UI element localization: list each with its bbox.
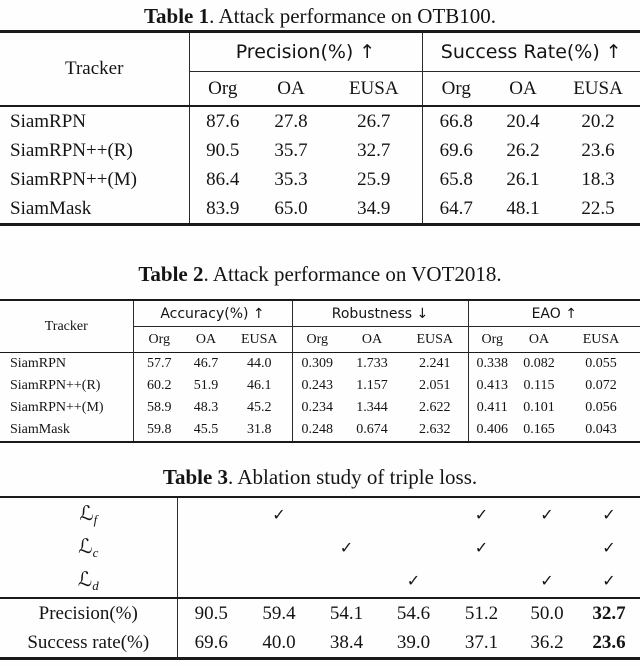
value-cell: 36.2 xyxy=(530,631,564,653)
value-cell: 0.082 xyxy=(516,353,562,376)
tracker-cell: SiamMask xyxy=(10,197,92,219)
check-cell xyxy=(380,531,447,564)
value-cell: 90.5 xyxy=(189,136,256,165)
loss-label xyxy=(0,497,177,531)
table2-subheader: OA xyxy=(528,331,550,347)
value-cell: 39.0 xyxy=(396,631,431,653)
check-cell xyxy=(516,531,578,564)
loss-label xyxy=(0,564,177,598)
table2-subheader: Org xyxy=(292,327,342,353)
value-cell: 90.5 xyxy=(177,598,245,628)
value-cell: 46.1 xyxy=(247,378,272,393)
table2-subheader: EUSA xyxy=(240,331,278,347)
check-icon: ✓ xyxy=(602,538,616,557)
table1-row xyxy=(0,136,640,165)
table1 xyxy=(0,30,640,226)
check-icon: ✓ xyxy=(540,571,554,590)
value-cell: 26.1 xyxy=(506,168,540,190)
value-cell: 0.165 xyxy=(523,422,555,437)
value-cell: 0.338 xyxy=(468,353,516,376)
value-cell: 50.0 xyxy=(516,598,578,628)
table1-row xyxy=(0,106,640,136)
value-cell: 87.6 xyxy=(189,106,256,136)
tracker-cell: SiamRPN++(M) xyxy=(10,400,104,415)
value-cell: 69.6 xyxy=(422,136,490,165)
table2-group-accuracy: Accuracy(%) ↑ xyxy=(133,300,292,327)
value-cell: 46.7 xyxy=(185,353,227,376)
table1-subheader: Org xyxy=(422,72,490,107)
value-cell: 54.6 xyxy=(380,598,447,628)
table1-header-tracker: Tracker xyxy=(65,58,124,79)
check-cell xyxy=(245,531,313,564)
value-cell: 20.2 xyxy=(556,106,640,136)
value-cell: 26.2 xyxy=(506,139,540,161)
value-cell: 57.7 xyxy=(133,353,185,376)
table2-group-robustness: Robustness ↓ xyxy=(292,300,468,327)
value-cell: 2.051 xyxy=(419,378,451,393)
table3-caption-number: Table 3 xyxy=(162,465,229,489)
table2-group-eao: EAO ↑ xyxy=(468,300,640,327)
value-cell: 1.157 xyxy=(356,378,388,393)
value-cell: 48.3 xyxy=(193,400,219,415)
check-icon: ✓ xyxy=(474,538,489,557)
value-cell: 51.9 xyxy=(193,378,219,393)
value-cell: 0.413 xyxy=(468,375,516,397)
value-cell: 23.6 xyxy=(592,631,626,653)
value-cell: 20.4 xyxy=(490,106,556,136)
metric-label: Success rate(%) xyxy=(27,631,150,653)
value-cell: 23.6 xyxy=(581,139,615,161)
table3-loss-row xyxy=(0,564,640,598)
value-cell: 48.1 xyxy=(506,197,540,219)
value-cell: 59.4 xyxy=(245,598,313,628)
check-cell xyxy=(313,564,380,598)
check-icon: ✓ xyxy=(339,538,354,557)
table3-loss-row xyxy=(0,531,640,564)
value-cell: 2.632 xyxy=(419,422,451,437)
table3-metric-row xyxy=(0,628,640,659)
table1-group-precision: Precision(%) ↑ xyxy=(189,32,422,72)
table2-subheader: EUSA xyxy=(582,331,620,347)
value-cell: 18.3 xyxy=(581,168,615,190)
script-L-symbol: ℒ xyxy=(78,534,93,558)
value-cell: 0.243 xyxy=(292,375,342,397)
tracker-cell: SiamRPN xyxy=(0,353,133,376)
value-cell: 32.7 xyxy=(578,598,640,628)
value-cell: 1.733 xyxy=(342,353,402,376)
table2 xyxy=(0,299,640,443)
script-L-symbol: ℒ xyxy=(79,501,94,525)
check-icon: ✓ xyxy=(272,505,286,524)
table2-row xyxy=(0,353,640,376)
check-cell xyxy=(177,497,245,531)
value-cell: 26.7 xyxy=(326,106,422,136)
value-cell: 65.8 xyxy=(422,165,490,194)
loss-subscript: d xyxy=(92,578,99,593)
value-cell: 0.072 xyxy=(585,378,617,393)
value-cell: 66.8 xyxy=(422,106,490,136)
value-cell: 54.1 xyxy=(313,598,380,628)
check-cell xyxy=(380,497,447,531)
value-cell: 44.0 xyxy=(227,353,292,376)
table1-caption xyxy=(0,2,640,30)
value-cell: 0.406 xyxy=(468,419,516,442)
check-cell xyxy=(447,564,516,598)
value-cell: 59.8 xyxy=(133,419,185,442)
table2-subheader: Org xyxy=(133,327,185,353)
table1-caption-number: Table 1 xyxy=(143,4,210,28)
value-cell: 25.9 xyxy=(357,168,391,190)
value-cell: 65.0 xyxy=(274,197,308,219)
value-cell: 2.622 xyxy=(419,400,451,415)
table1-caption-text: . Attack performance on OTB100. xyxy=(209,4,497,28)
table1-subheader: Org xyxy=(189,72,256,107)
script-L-symbol: ℒ xyxy=(77,567,93,591)
metric-label: Precision(%) xyxy=(0,598,177,628)
table2-caption-text: . Attack performance on VOT2018. xyxy=(203,262,502,286)
value-cell: 0.309 xyxy=(292,353,342,376)
table1-subheader: OA xyxy=(277,77,305,99)
check-icon: ✓ xyxy=(406,571,421,590)
table1-row xyxy=(0,194,640,225)
table2-row xyxy=(0,375,640,397)
value-cell: 2.241 xyxy=(402,353,468,376)
value-cell: 35.7 xyxy=(274,139,308,161)
check-icon: ✓ xyxy=(474,505,489,524)
value-cell: 0.674 xyxy=(356,422,388,437)
loss-subscript: f xyxy=(93,512,98,527)
table1-group-success-rate: Success Rate(%) ↑ xyxy=(422,32,640,72)
table3-loss-row xyxy=(0,497,640,531)
check-icon: ✓ xyxy=(540,505,554,524)
table1-subheader: OA xyxy=(509,77,537,99)
check-cell xyxy=(245,564,313,598)
value-cell: 0.115 xyxy=(523,378,555,393)
tracker-cell: SiamRPN++(R) xyxy=(10,378,101,393)
value-cell: 35.3 xyxy=(274,168,308,190)
value-cell: 45.2 xyxy=(247,400,272,415)
value-cell: 37.1 xyxy=(464,631,499,653)
table2-row xyxy=(0,419,640,442)
value-cell: 60.2 xyxy=(133,375,185,397)
tracker-cell: SiamRPN++(M) xyxy=(10,168,137,190)
value-cell: 34.9 xyxy=(357,197,391,219)
value-cell: 27.8 xyxy=(256,106,326,136)
check-icon: ✓ xyxy=(602,571,616,590)
value-cell: 40.0 xyxy=(262,631,296,653)
tracker-cell: SiamRPN xyxy=(0,106,189,136)
value-cell: 0.234 xyxy=(292,397,342,419)
value-cell: 0.101 xyxy=(523,400,555,415)
check-icon: ✓ xyxy=(602,505,616,524)
table1-subheader: EUSA xyxy=(573,77,623,99)
table2-caption xyxy=(0,260,640,288)
value-cell: 83.9 xyxy=(189,194,256,225)
value-cell: 69.6 xyxy=(177,628,245,659)
value-cell: 31.8 xyxy=(247,422,272,437)
value-cell: 64.7 xyxy=(422,194,490,225)
value-cell: 58.9 xyxy=(133,397,185,419)
value-cell: 22.5 xyxy=(581,197,615,219)
table3-caption xyxy=(0,463,640,491)
value-cell: 1.344 xyxy=(356,400,388,415)
table3 xyxy=(0,496,640,660)
check-cell xyxy=(177,531,245,564)
value-cell: 86.4 xyxy=(189,165,256,194)
check-cell xyxy=(177,564,245,598)
table3-metric-row xyxy=(0,598,640,628)
value-cell: 32.7 xyxy=(357,139,391,161)
table2-row xyxy=(0,397,640,419)
value-cell: 0.248 xyxy=(292,419,342,442)
value-cell: 0.055 xyxy=(562,353,640,376)
value-cell: 38.4 xyxy=(329,631,364,653)
table2-subheader: OA xyxy=(361,331,383,347)
tracker-cell: SiamRPN++(R) xyxy=(10,139,133,161)
table1-subheader: EUSA xyxy=(348,77,399,99)
value-cell: 0.056 xyxy=(585,400,617,415)
loss-label xyxy=(0,531,177,564)
table1-row xyxy=(0,165,640,194)
table2-caption-number: Table 2 xyxy=(138,262,204,286)
value-cell: 0.411 xyxy=(468,397,516,419)
value-cell: 45.5 xyxy=(193,422,219,437)
tracker-cell: SiamMask xyxy=(10,422,70,437)
check-cell xyxy=(313,497,380,531)
value-cell: 0.043 xyxy=(585,422,617,437)
table2-subheader: OA xyxy=(195,331,217,347)
table2-subheader: Org xyxy=(468,327,516,353)
value-cell: 51.2 xyxy=(447,598,516,628)
table2-header-tracker: Tracker xyxy=(44,318,88,334)
table3-caption-text: . Ablation study of triple loss. xyxy=(228,465,478,489)
table2-subheader: EUSA xyxy=(416,331,454,347)
loss-subscript: c xyxy=(92,545,99,560)
